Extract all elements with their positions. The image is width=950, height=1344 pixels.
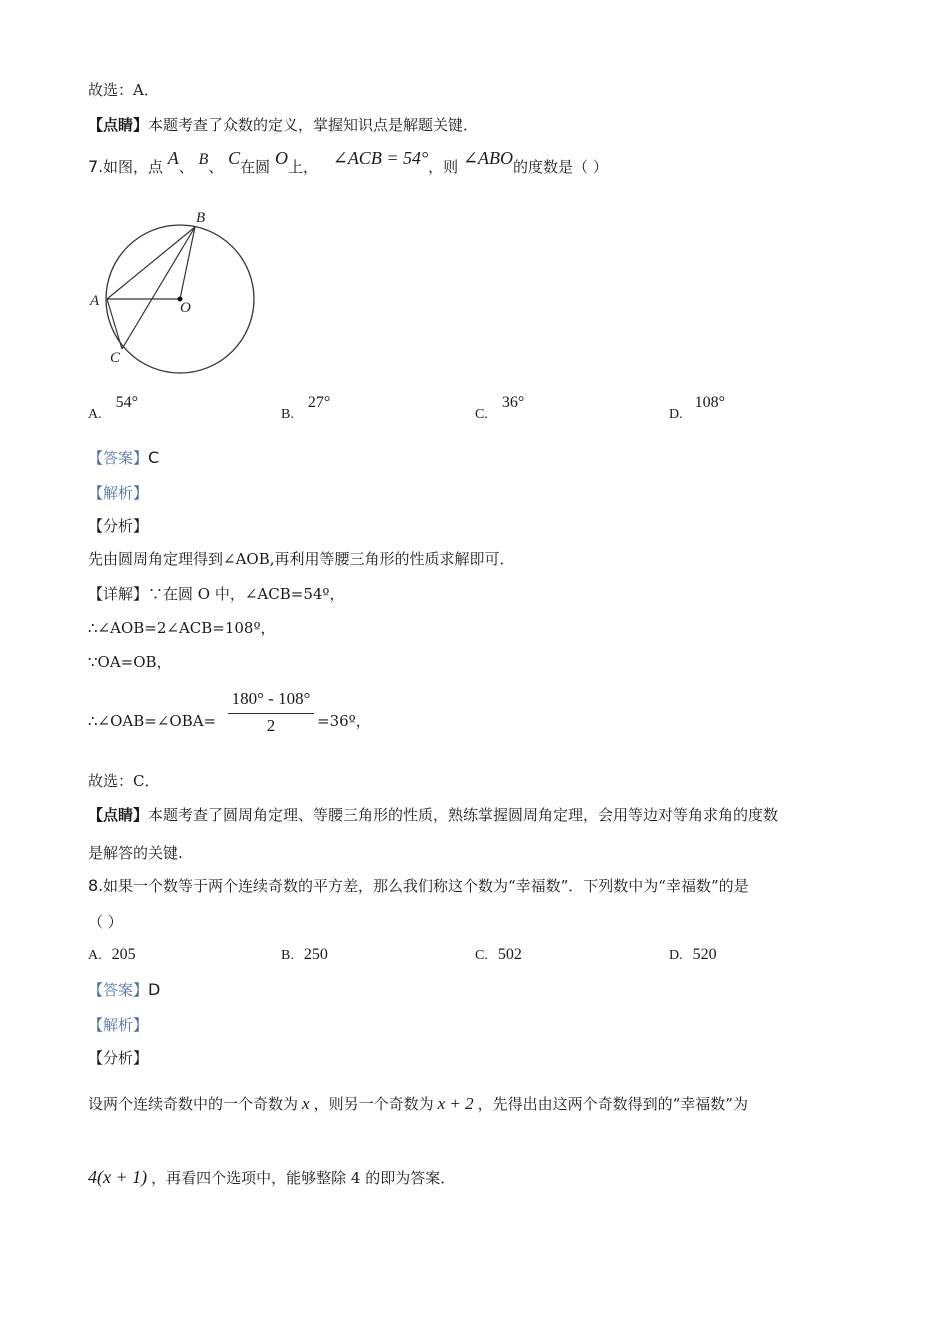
detail-text: ∵在圆 O 中，∠ACB=54º， xyxy=(148,585,345,603)
fenxi-text: ，再看四个选项中，能够整除 4 的即为答案． xyxy=(151,1169,456,1187)
segment-ac xyxy=(107,299,122,349)
circle-figure xyxy=(86,200,266,380)
option-value: 54° xyxy=(115,394,139,411)
option-value: 36° xyxy=(501,394,525,411)
option-label: A. xyxy=(88,407,102,422)
option-c[interactable] xyxy=(475,394,525,422)
option-label: D. xyxy=(669,948,683,963)
q7-choice-line: 故选：C． xyxy=(88,772,160,790)
option-label: B. xyxy=(281,948,294,963)
separator: 、 xyxy=(178,158,194,176)
option-d[interactable] xyxy=(669,394,726,422)
point-o: O xyxy=(274,148,288,168)
point-c: C xyxy=(228,148,241,168)
label-c: C xyxy=(110,350,121,366)
condition-angle: ∠ACB = 54° xyxy=(332,148,429,168)
option-label: A. xyxy=(88,948,102,963)
option-d[interactable] xyxy=(669,946,717,964)
q8-answer xyxy=(88,980,160,1000)
answer-tag: 【答案】 xyxy=(88,449,149,467)
q8-analysis-tag: 【解析】 xyxy=(88,1016,149,1034)
question-number: 7 xyxy=(88,157,99,176)
q7-answer xyxy=(88,448,159,468)
detail-tag: 【详解】 xyxy=(88,585,149,603)
segment-bc xyxy=(122,227,195,349)
option-label: C. xyxy=(475,407,488,422)
fenxi-text: ，先得出由这两个奇数得到的“幸福数”为 xyxy=(477,1095,748,1113)
point-a: A xyxy=(167,148,179,168)
option-value: 27° xyxy=(307,394,331,411)
option-label: C. xyxy=(475,948,488,963)
q7-fenxi-tag: 【分析】 xyxy=(88,517,149,535)
answer-value: D xyxy=(148,980,161,999)
stem-text: 上， xyxy=(287,158,318,176)
label-o: O xyxy=(180,300,191,316)
option-value: 108° xyxy=(694,394,726,411)
q7-comment-1 xyxy=(88,805,778,825)
question-number: 8 xyxy=(88,876,99,895)
fraction-denominator: 2 xyxy=(266,716,276,735)
stem-text: 在圆 xyxy=(240,158,271,176)
separator: 、 xyxy=(208,158,224,176)
q8-fenxi-line-2 xyxy=(88,1167,455,1188)
stem-text: .如图，点 xyxy=(98,158,163,176)
q7-detail-4-pre: ∴∠OAB=∠OBA= xyxy=(88,712,217,730)
point-b: B xyxy=(198,151,209,168)
comment-tag: 【点睛】 xyxy=(88,116,149,134)
q7-detail-1 xyxy=(88,584,344,604)
var-x: x xyxy=(302,1094,310,1113)
q8-fenxi-line-1 xyxy=(88,1094,748,1114)
prev-choice-line: 故选：A． xyxy=(88,81,159,99)
fenxi-text: 设两个连续奇数中的一个奇数为 xyxy=(88,1095,299,1113)
option-value: 520 xyxy=(692,946,717,963)
q7-comment-2: 是解答的关键. xyxy=(88,844,183,862)
comment-text: 本题考查了众数的定义，掌握知识点是解题关键． xyxy=(148,116,479,134)
q8-stem-1 xyxy=(88,876,749,896)
stem-text: ，则 xyxy=(428,158,459,176)
label-a: A xyxy=(90,293,100,309)
asked-angle: ∠ABO xyxy=(462,148,514,168)
answer-value: C xyxy=(148,448,160,467)
option-value: 250 xyxy=(303,946,328,963)
answer-tag: 【答案】 xyxy=(88,981,149,999)
q7-detail-4-post: =36º， xyxy=(317,712,371,730)
option-value: 205 xyxy=(111,946,136,963)
comment-tag: 【点睛】 xyxy=(88,806,149,824)
fraction-numerator: 180° - 108° xyxy=(231,689,311,708)
fenxi-text: ，则另一个奇数为 xyxy=(313,1095,434,1113)
option-c[interactable] xyxy=(475,946,522,964)
expr-x-plus-2: x + 2 xyxy=(437,1094,474,1113)
option-value: 502 xyxy=(497,946,522,963)
q7-detail-3: ∵OA=OB， xyxy=(88,653,172,671)
q7-stem xyxy=(88,148,608,182)
q7-detail-2: ∴∠AOB=2∠ACB=108º， xyxy=(88,619,276,637)
fraction xyxy=(228,689,314,736)
option-label: D. xyxy=(669,407,683,422)
option-a[interactable] xyxy=(88,394,139,422)
fraction-bar xyxy=(228,713,314,714)
stem-text: 的度数是（ ） xyxy=(513,158,608,176)
q7-fenxi-text: 先由圆周角定理得到∠AOB,再利用等腰三角形的性质求解即可． xyxy=(88,550,515,568)
option-label: B. xyxy=(281,407,294,422)
q7-analysis-tag: 【解析】 xyxy=(88,484,149,502)
option-b[interactable] xyxy=(281,946,328,964)
stem-text: .如果一个数等于两个连续奇数的平方差，那么我们称这个数为“幸福数”．下列数中为“幸福数”的是 xyxy=(98,877,749,895)
option-b[interactable] xyxy=(281,394,331,422)
q8-stem-2: （ ） xyxy=(88,913,123,931)
expr-4-x-plus-1: 4(x + 1) xyxy=(88,1167,148,1187)
label-b: B xyxy=(196,210,206,226)
comment-text: 本题考查了圆周角定理、等腰三角形的性质，熟练掌握圆周角定理，会用等边对等角求角的度数 xyxy=(148,806,779,824)
prev-comment xyxy=(88,115,478,135)
q8-fenxi-tag: 【分析】 xyxy=(88,1049,149,1067)
option-a[interactable] xyxy=(88,946,136,964)
